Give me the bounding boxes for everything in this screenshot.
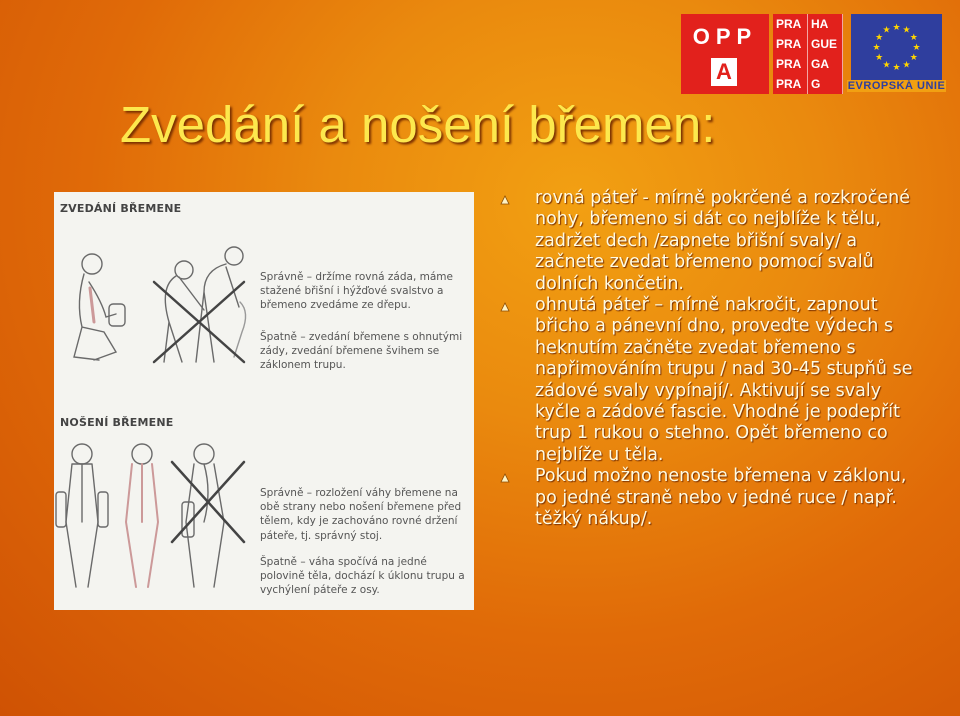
- figure-carry-wrong: [172, 444, 244, 587]
- figure-squat: [74, 254, 125, 360]
- praha-logo-cell: PRA: [773, 34, 808, 54]
- eu-star-icon: ★: [892, 23, 901, 33]
- praha-logo: [773, 14, 843, 94]
- caption-carrying-wrong: Špatně – váha spočívá na jedné polovině těla, dochází k úklonu trupu a vychýlení páteře z osy.: [260, 556, 465, 597]
- bullet-icon: [500, 195, 510, 205]
- praha-logo-cell: PRA: [773, 14, 808, 34]
- illustration-figures: [54, 192, 474, 610]
- oppa-logo-a: A: [711, 58, 737, 86]
- eu-star-icon: ★: [882, 60, 891, 71]
- caption-carrying-correct: Správně – rozložení váhy břemene na obě strany nebo nošení břemene před tělem, kdy je zachováno rovné držení páteře, tj. správný stoj.: [260, 487, 462, 542]
- bullet-text: rovná páteř - mírně pokrčené a rozkročené nohy, břemeno si dát co nejblíže k tělu, zadržet dech /zapnete břišní svaly/ a začnete zvedat břemeno pomocí svalů dolních končetin.: [535, 188, 911, 294]
- heading-lifting: ZVEDÁNÍ BŘEMENE: [60, 202, 182, 215]
- praha-logo-cell: HA: [808, 14, 843, 34]
- eu-star-icon: ★: [909, 53, 918, 63]
- eu-star-icon: ★: [882, 25, 891, 36]
- caption-lifting-wrong: Špatně – zvedání břemene s ohnutými zády, zvedání břemene švihem se záklonem trupu.: [260, 331, 463, 372]
- bullet-icon: [500, 302, 510, 312]
- eu-star-icon: ★: [875, 53, 884, 63]
- bullet-text: ohnutá páteř – mírně nakročit, zapnout břicho a pánevní dno, proveďte výdech s heknutím začněte zvedat břemeno s napřimováním trupu / nad 30-45 stupňů se zádové svaly vypínají/. Aktivují se svaly kyčle a zádové fascie. Vhodné je podepřít trup 1 rukou o stehno. Opět břemeno co nejblíže u těla.: [535, 295, 913, 465]
- bullet-item: [500, 188, 920, 295]
- bullet-text: Pokud možno nenoste břemena v záklonu, po jedné straně nebo v jedné ruce / např. těžký nákup/.: [535, 466, 907, 530]
- logo-strip: [681, 14, 946, 94]
- heading-carrying: NOŠENÍ BŘEMENE: [60, 416, 174, 429]
- eu-star-icon: ★: [892, 63, 901, 73]
- eu-star-icon: ★: [909, 33, 918, 43]
- eu-star-icon: ★: [902, 25, 911, 36]
- eu-flag-icon: [851, 14, 942, 80]
- praha-logo-cell: PRA: [773, 54, 808, 74]
- oppa-logo: [681, 14, 769, 94]
- praha-logo-cell: PRA: [773, 74, 808, 94]
- slide-title: Zvedání a nošení břemen:: [120, 96, 716, 153]
- praha-logo-cell: GA: [808, 54, 843, 74]
- oppa-logo-text: OPP: [692, 24, 758, 49]
- figure-bent: [154, 247, 246, 362]
- caption-lifting-correct: Správně – držíme rovná záda, máme stažené břišní i hýžďové svalstvo a břemeno zvedáme ze dřepu.: [260, 271, 453, 312]
- praha-logo-cell: G: [808, 74, 843, 94]
- eu-caption: EVROPSKÁ UNIE: [847, 80, 946, 92]
- illustration-image: [54, 192, 474, 610]
- bullet-item: [500, 466, 920, 530]
- eu-star-icon: ★: [912, 43, 921, 53]
- bullet-icon: [500, 473, 510, 483]
- praha-logo-cell: GUE: [808, 34, 843, 54]
- bullet-item: [500, 295, 920, 466]
- bullet-list: [500, 188, 920, 531]
- eu-star-icon: ★: [872, 43, 881, 53]
- eu-star-icon: ★: [902, 60, 911, 71]
- eu-star-icon: ★: [875, 33, 884, 43]
- figure-carry-correct: [56, 444, 158, 587]
